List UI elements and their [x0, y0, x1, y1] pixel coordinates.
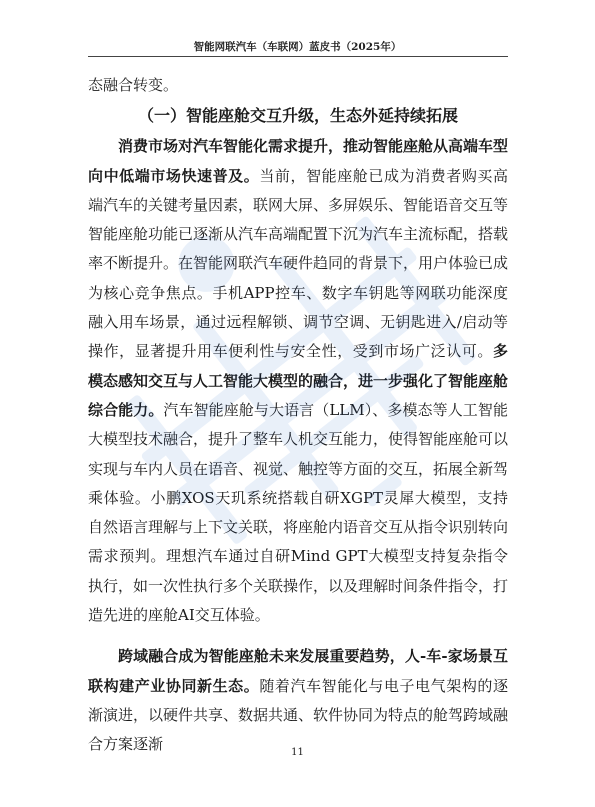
section-heading: （一）智能座舱交互升级，生态外延持续拓展 [137, 106, 458, 126]
running-header: 智能网联汽车（车联网）蓝皮书（2025年） [193, 41, 402, 53]
header-rule [88, 56, 508, 57]
paragraph-inline-bold: 多模态感知交互与人工智能大模型的融合，进一步强化了智能座舱综合能力。 [88, 342, 509, 419]
page-number: 11 [291, 747, 304, 758]
paragraph-text: 随着汽车智能化与电子电气架构的逐渐演进，以硬件共享、数据共通、软件协同为特点的舱驾跨域融合方案逐渐 [88, 676, 509, 754]
paragraph-cross-domain [88, 642, 508, 759]
page-body [88, 71, 508, 760]
paragraph-continuation: 态融合转变。 [88, 76, 179, 94]
paragraph-text: 当前，智能座舱已成为消费者购买高端汽车的关键考量因素，联网大屏、多屏娱乐、智能语音交互等智能座舱功能已逐渐从汽车高端配置下沉为汽车主流标配，搭载率不断提升。在智能网联汽车硬件趋同的背景下，用户体验已成为核心竞争焦点。手机APP控车、数字车钥匙等网联功能深度融入用车场景，通过远程解锁、调节空调、无钥匙进入/启动等操作，显著提升用车便利性与安全性，受到市场广泛认可。 [88, 166, 509, 361]
paragraph-cockpit-market [88, 132, 508, 630]
paragraph-lead-bold: 消费市场对汽车智能化需求提升，推动智能座舱从高端车型向中低端市场快速普及。 [88, 137, 509, 185]
paragraph-text: 汽车智能座舱与大语言（LLM）、多模态等人工智能大模型技术融合，提升了整车人机交互能力，使得智能座舱可以实现与车内人员在语音、视觉、触控等方面的交互，拓展全新驾乘体验。小鹏XOS天玑系统搭载自研XGPT灵犀大模型，支持自然语言理解与上下文关联，将座舱内语音交互从指令识别转向需求预判。理想汽车通过自研Mind GPT大模型支持复杂指令执行，如一次性执行多个关联操作，以及理解时间条件指令，打造先进的座舱AI交互体验。 [88, 400, 509, 625]
paragraph-lead-bold: 跨域融合成为智能座舱未来发展重要趋势，人-车-家场景互联构建产业协同新生态。 [88, 647, 508, 695]
